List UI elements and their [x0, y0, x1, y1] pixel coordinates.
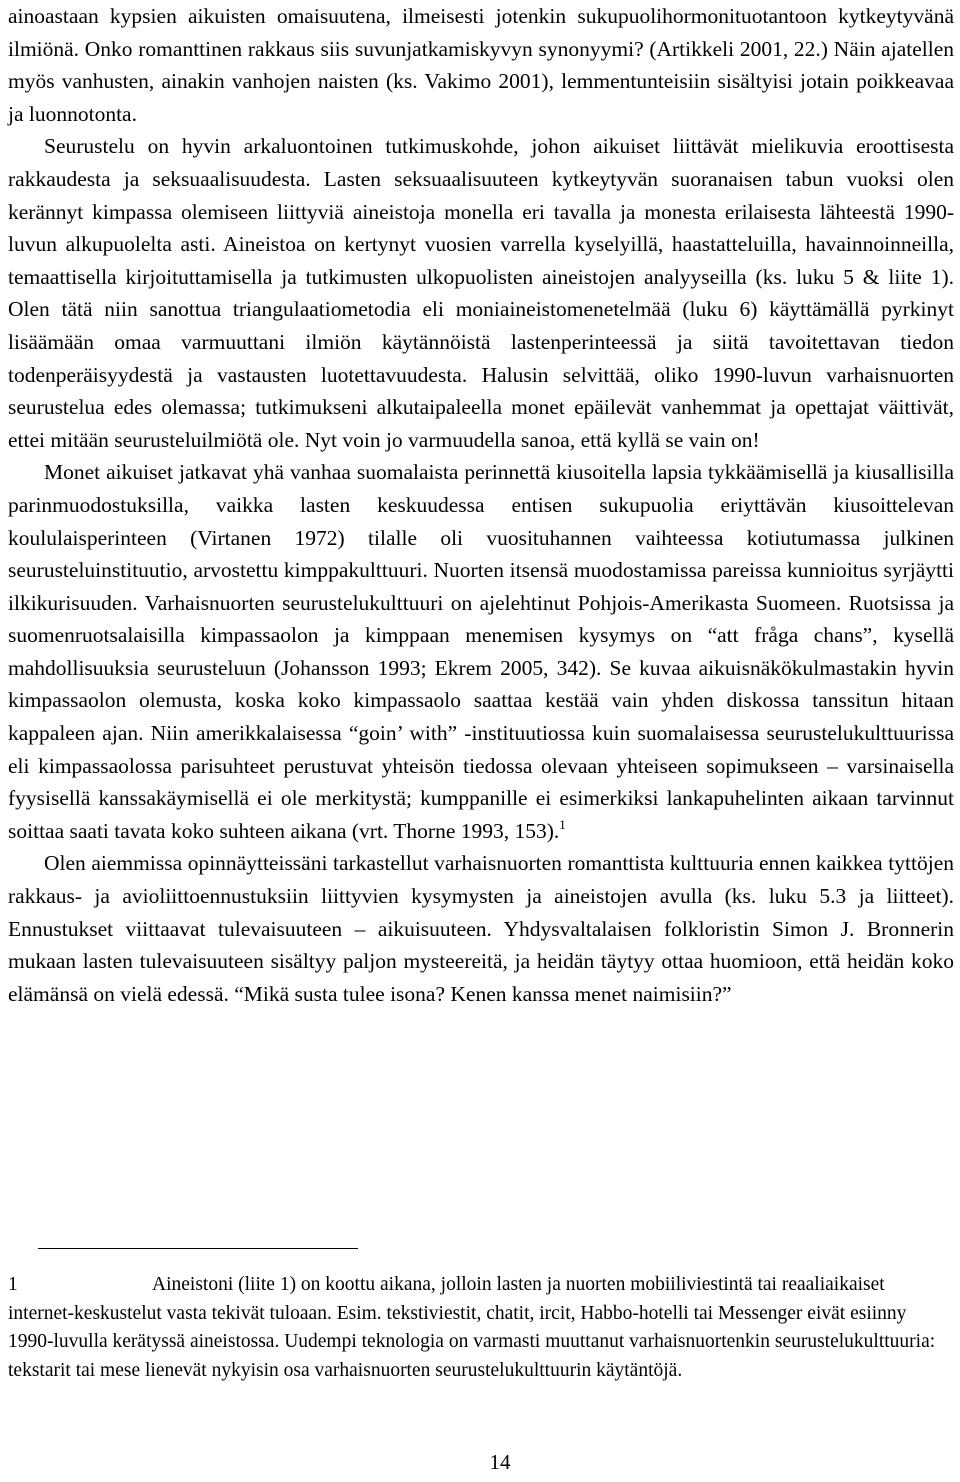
paragraph-3: [8, 456, 954, 847]
footnote-reference: 1: [559, 816, 566, 832]
paragraph-2: Seurustelu on hyvin arkaluontoinen tutkimuskohde, johon aikuiset liittävät mielikuvia eroottisesta rakkaudesta ja seksuaalisuudesta. Lasten seksuaalisuuteen kytkeytyvän suoranaisen tabun vuoksi olen kerännyt kimpassa olemiseen liittyviä aineistoja monella eri tavalla ja monesta erilaisesta lähteestä 1990-luvun alkupuolelta asti. Aineistoa on kertynyt vuosien varrella kyselyillä, haastatteluilla, havainnoinneilla, temaattisella kirjoituttamisella ja tutkimusten ulkopuolisten aineistojen analyyseilla (ks. luku 5 & liite 1). Olen tätä niin sanottua triangulaatiometodia eli moniaineistomenetelmää (luku 6) käyttämällä pyrkinyt lisäämään omaa varmuuttani ilmiön käytännöistä lastenperinteessä ja siitä tavoitettavan tiedon todenperäisyydestä ja vastausten luotettavuudesta. Halusin selvittää, oliko 1990-luvun varhaisnuorten seurustelua edes olemassa; tutkimukseni alkutaipaleella monet epäilevät vanhemmat ja opettajat väittivät, ettei mitään seurusteluilmiötä ole. Nyt voin jo varmuudella sanoa, että kyllä se vain on!: [8, 134, 954, 452]
footnote-number: 1: [8, 1274, 18, 1295]
paragraph-1: ainoastaan kypsien aikuisten omaisuutena, ilmeisesti jotenkin sukupuolihormonituotantoon kytkeytyvänä ilmiönä. Onko romanttinen rakkaus siis suvunjatkamiskyvyn synonyymi? (Artikkeli 2001, 22.) Näin ajatellen myös vanhusten, ainakin vanhojen naisten (ks. Vakimo 2001), lemmentunteisiin sisältyisi jotain poikkeavaa ja luonnotonta.: [8, 4, 954, 126]
paragraph-4: Olen aiemmissa opinnäytteissäni tarkastellut varhaisnuorten romanttista kulttuuria ennen kaikkea tyttöjen rakkaus- ja avioliittoennustuksiin liittyvien kysymysten ja aineistojen avulla (ks. luku 5.3 ja liitteet). Ennustukset viittaavat tulevaisuuteen – aikuisuuteen. Yhdysvaltalaisen folkloristin Simon J. Bronnerin mukaan lasten tulevaisuuteen sisältyy paljon mysteereitä, ja heidän täytyy ottaa huomioon, että heidän koko elämänsä on vielä edessä. “Mikä susta tulee isona? Kenen kanssa menet naimisiin?”: [8, 851, 954, 1006]
document-page: [8, 0, 954, 1010]
footnote: [8, 1271, 938, 1385]
footnote-text: Aineistoni (liite 1) on koottu aikana, jolloin lasten ja nuorten mobiiliviestintä tai reaaliaikaiset internet-keskustelut vasta tekivät tuloaan. Esim. tekstiviestit, chatit, ircit, Habbo-hotelli tai Messenger eivät esiinny 1990-luvulla kerätyssä aineistossa. Uudempi teknologia on varmasti muuttanut varhaisnuortenkin seurustelukulttuuria: tekstarit tai mese lienevät nykyisin osa varhaisnuorten seurustelukulttuurin käytäntöjä.: [8, 1274, 936, 1381]
paragraph-3-text: Monet aikuiset jatkavat yhä vanhaa suomalaista perinnettä kiusoitella lapsia tykkäämisellä ja kiusallisilla parinmuodostuksilla, vaikka lasten keskuudessa entisen sukupuolia eriyttävän kiusoittelevan koululaisperinteen (Virtanen 1972) tilalle oli vuosituhannen vaihteessa kotiutumassa julkinen seurusteluinstituutio, arvostettu kimppakulttuuri. Nuorten itsensä muodostamissa pareissa kunnioitus syrjäytti ilkikurisuuden. Varhaisnuorten seurustelukulttuuri on ajelehtinut Pohjois-Amerikasta Suomeen. Ruotsissa ja suomenruotsalaisilla kimpassaolon ja kimppaan menemisen kysymys on “att fråga chans”, kysellä mahdollisuuksia seurusteluun (Johansson 1993; Ekrem 2005, 342). Se kuvaa aikuisnäkökulmastakin hyvin kimpassaolon olemusta, koska koko kimpassaolo saattaa kestää vain yhden diskossa tanssitun hitaan kappaleen ajan. Niin amerikkalaisessa “goin’ with” -instituutiossa kuin suomalaisessa seurustelukulttuurissa eli kimpassaolossa parisuhteet perustuvat yhteisön tiedossa olevaan yhteiseen sopimukseen – varsinaisella fyysisellä kanssakäymisellä ei ole merkitystä; kumppanille ei esimerkiksi lankapuhelinten aikaan tarvinnut soittaa saati tavata koko suhteen aikana (vrt. Thorne 1993, 153).: [8, 460, 954, 843]
page-number: 14: [489, 1450, 511, 1474]
footnote-separator: [38, 1248, 358, 1249]
body-text: [8, 0, 954, 1010]
